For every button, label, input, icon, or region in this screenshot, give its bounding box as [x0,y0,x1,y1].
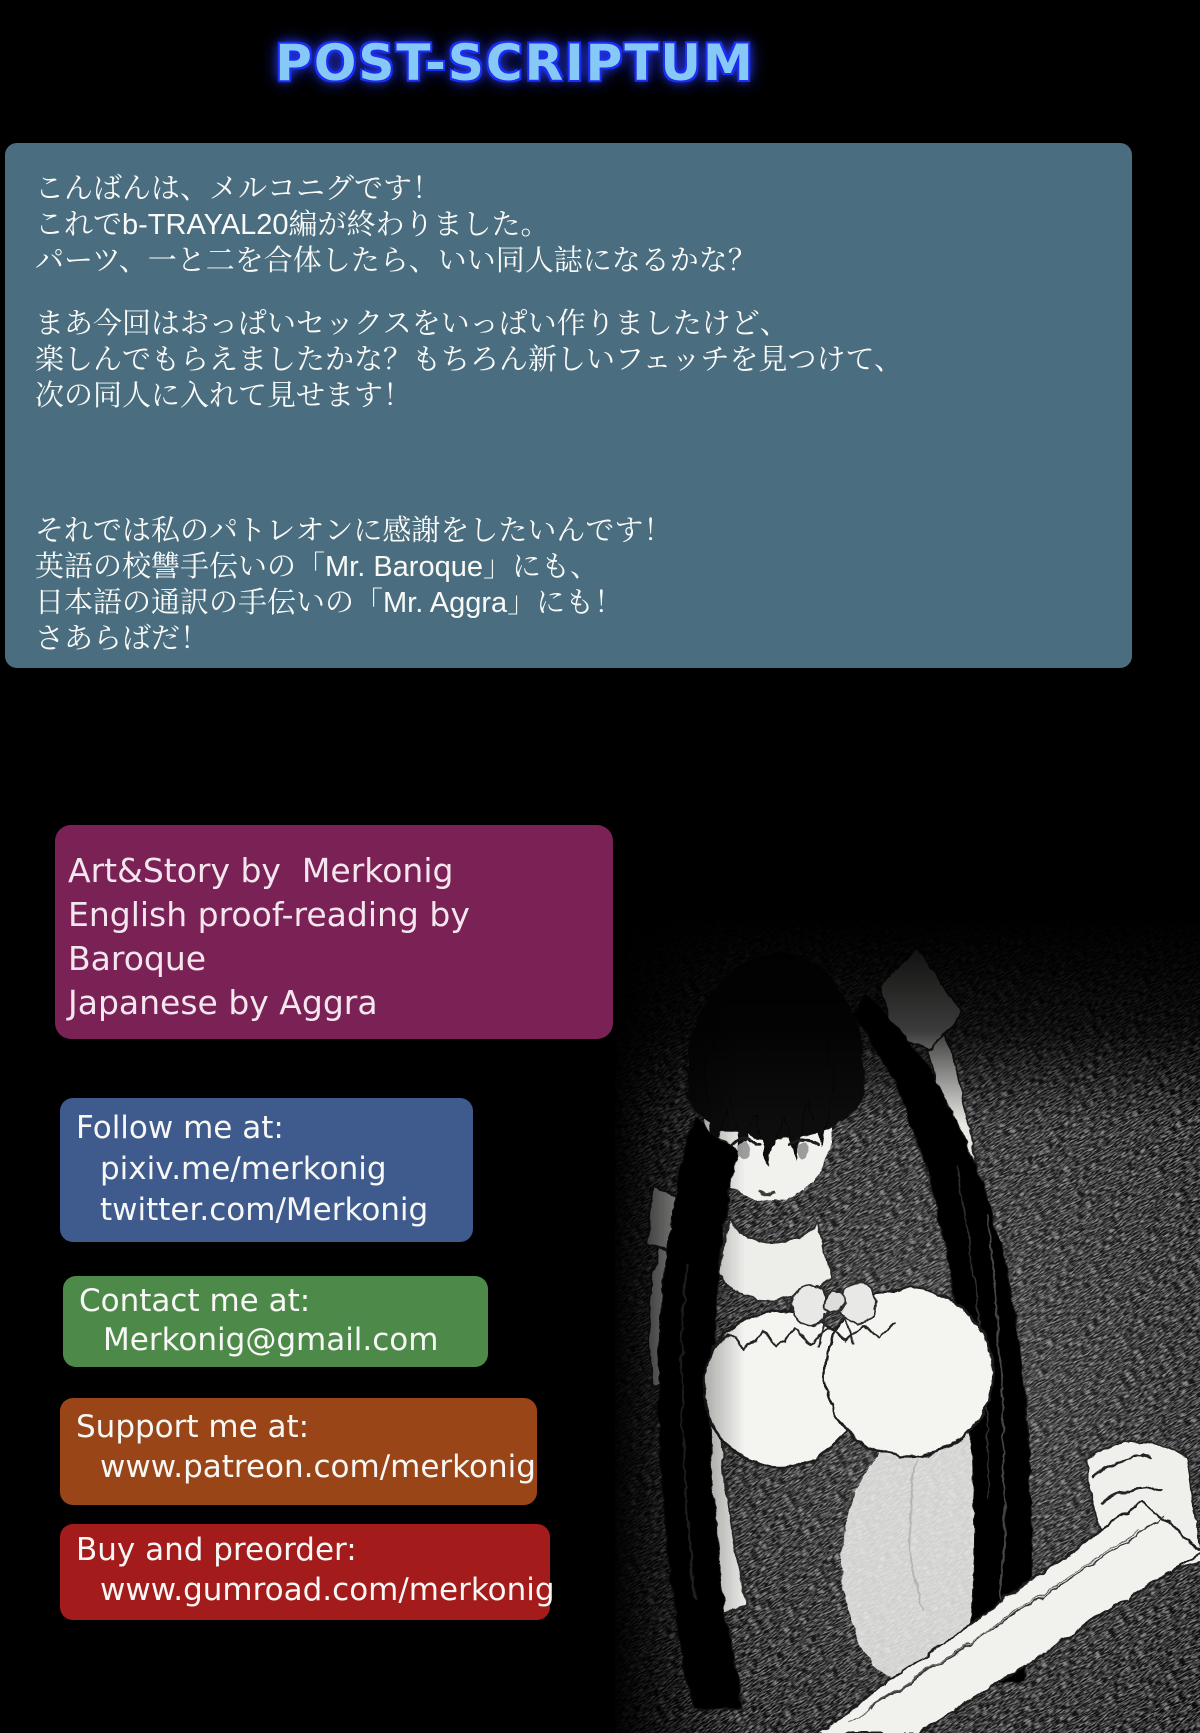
credit-japanese: Japanese by Aggra [68,983,378,1022]
afterword-line: これでb-TRAYAL20編が終わりました。 [35,209,550,241]
afterword-line: 楽しんでもらえましたかな？もちろん新しいフェッチを見つけて、 [35,344,903,376]
afterword-line: 日本語の通訳の手伝いの「Mr. Aggra」にも！ [35,587,624,619]
afterword-paragraph [35,171,1102,279]
afterword-message-box [5,143,1132,668]
follow-heading: Follow me at: [76,1110,284,1146]
afterword-line: パーツ、一と二を合体したら、いい同人誌になるかな？ [35,245,757,277]
buy-heading: Buy and preorder: [76,1532,357,1568]
pixiv-link-text: pixiv.me/merkonig [100,1151,387,1187]
afterword-line: まあ今回はおっぱいセックスをいっぱい作りましたけど、 [35,308,789,340]
twitter-link-text: twitter.com/Merkonig [100,1192,429,1228]
afterword-paragraph [35,306,1102,414]
credit-art-story: Art&Story by Merkonig [68,851,454,890]
afterword-line: こんばんは、メルコニグです！ [35,173,442,205]
afterword-line: 英語の校讐手伝いの「Mr. Baroque」にも、 [35,551,599,583]
contact-heading: Contact me at: [79,1283,311,1319]
buy-box [60,1524,555,1620]
credits-box [55,825,613,1039]
afterword-line: さあらばだ！ [35,623,210,655]
afterword-line: 次の同人に入れて見せます！ [35,380,413,412]
page-title-wrap [0,34,1030,92]
afterword-line: それでは私のパトレオンに感謝をしたいんです！ [35,515,673,547]
patreon-link-text: www.patreon.com/merkonig [100,1449,536,1485]
sketch-illustration [615,915,1200,1733]
email-text: Merkonig@gmail.com [103,1322,439,1358]
follow-links-box [60,1098,473,1242]
support-box [60,1398,537,1505]
contact-box [63,1276,488,1367]
afterword-paragraph [35,513,1102,657]
support-heading: Support me at: [76,1409,310,1445]
credit-proofreading: English proof-reading by Baroque [68,895,481,978]
gumroad-link-text: www.gumroad.com/merkonig [100,1572,555,1608]
page-title: POST-SCRIPTUM [275,34,755,92]
